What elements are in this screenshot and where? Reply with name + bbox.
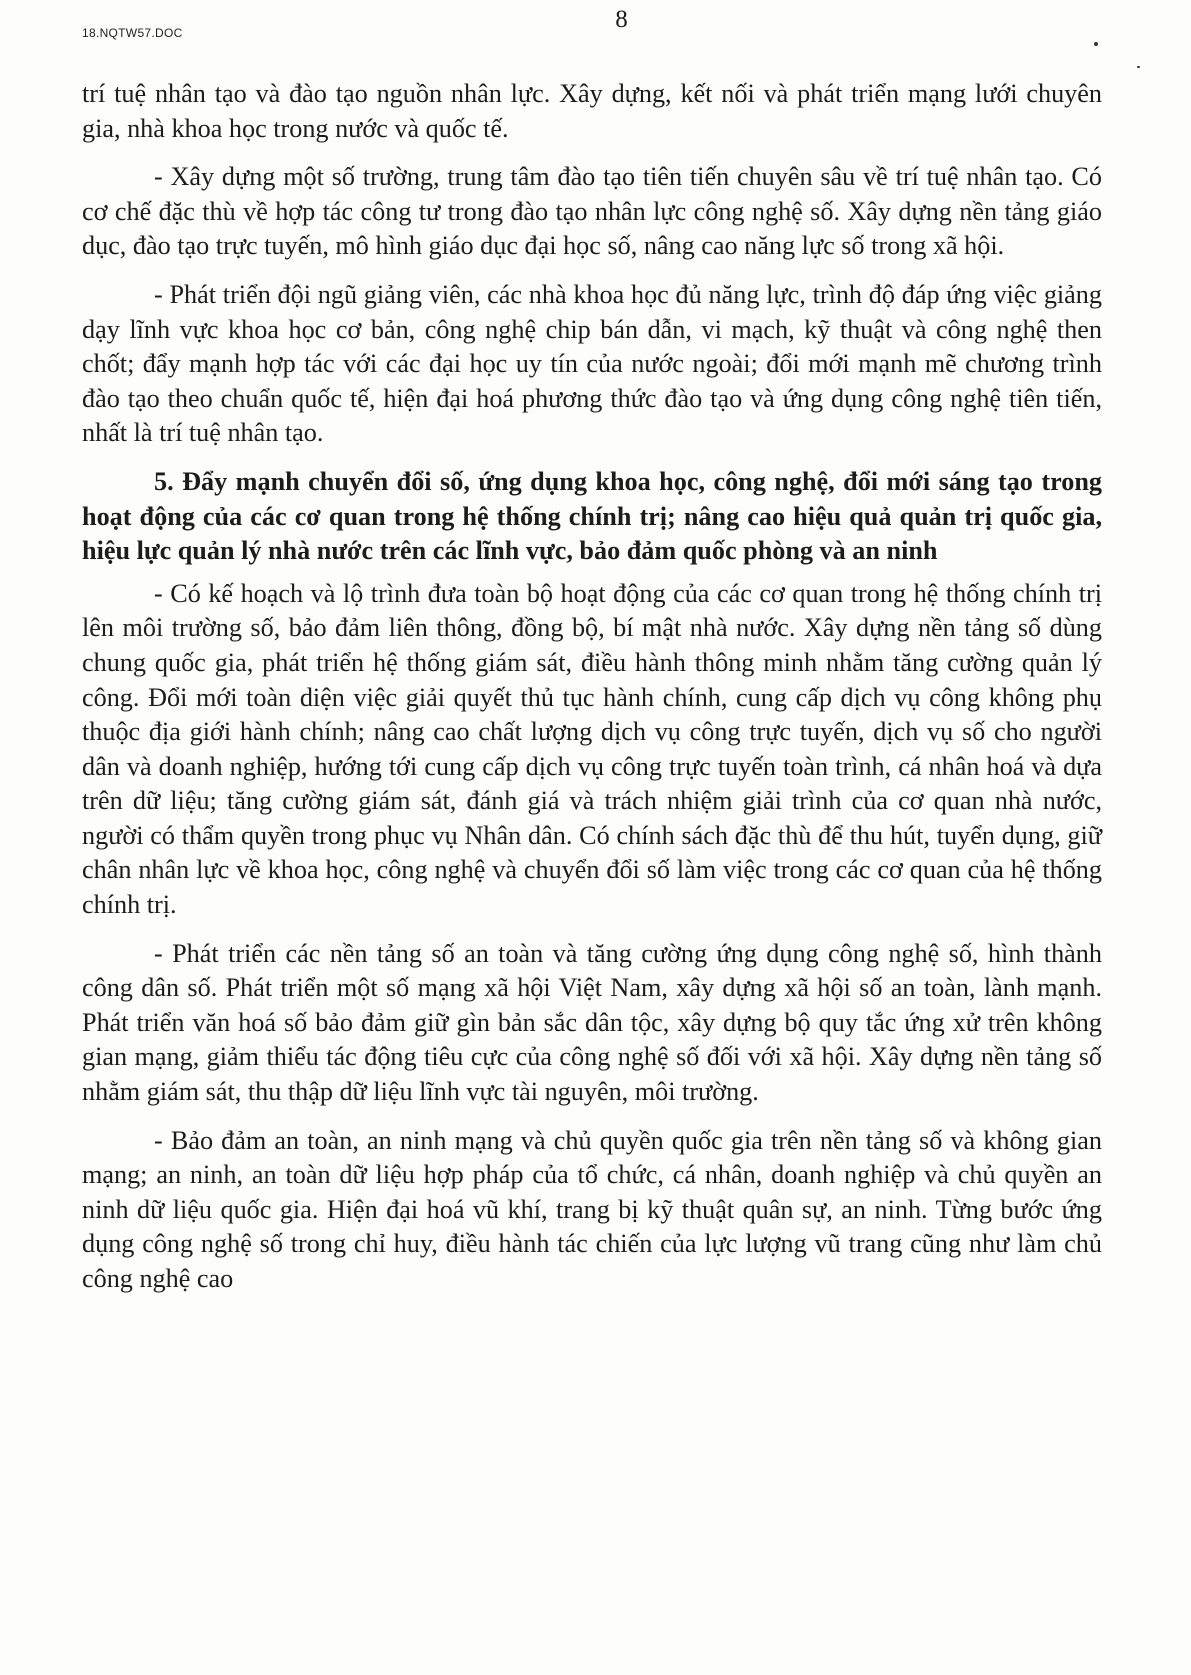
document-body <box>82 77 1102 1297</box>
section-heading-5: 5. Đẩy mạnh chuyển đổi số, ứng dụng khoa học, công nghệ, đổi mới sáng tạo trong hoạt động của các cơ quan trong hệ thống chính trị; nâng cao hiệu quả quản trị quốc gia, hiệu lực quản lý nhà nước trên các lĩnh vực, bảo đảm quốc phòng và an ninh <box>82 466 1102 566</box>
paragraph-digital-citizens: - Phát triển các nền tảng số an toàn và tăng cường ứng dụng công nghệ số, hình thành công dân số. Phát triển một số mạng xã hội Việt Nam, xây dựng xã hội số an toàn, lành mạnh. Phát triển văn hoá số bảo đảm giữ gìn bản sắc dân tộc, xây dựng bộ quy tắc ứng xử trên không gian mạng, giảm thiểu tác động tiêu cực của công nghệ số đối với xã hội. Xây dựng nền tảng số nhằm giám sát, thu thập dữ liệu lĩnh vực tài nguyên, môi trường. <box>82 938 1102 1107</box>
paragraph-lecturer-development: - Phát triển đội ngũ giảng viên, các nhà khoa học đủ năng lực, trình độ đáp ứng việc giảng dạy lĩnh vực khoa học cơ bản, công nghệ chip bán dẫn, vi mạch, kỹ thuật và công nghệ then chốt; đẩy mạnh hợp tác với các đại học uy tín của nước ngoài; đổi mới mạnh mẽ chương trình đào tạo theo chuẩn quốc tế, hiện đại hoá phương thức đào tạo và ứng dụng công nghệ tiên tiến, nhất là trí tuệ nhân tạo. <box>82 279 1102 448</box>
paragraph-digital-government: - Có kế hoạch và lộ trình đưa toàn bộ hoạt động của các cơ quan trong hệ thống chính trị lên môi trường số, bảo đảm liên thông, đồng bộ, bí mật nhà nước. Xây dựng nền tảng số dùng chung quốc gia, phát triển hệ thống giám sát, điều hành thông minh nhằm tăng cường quản lý công. Đổi mới toàn diện việc giải quyết thủ tục hành chính, cung cấp dịch vụ công không phụ thuộc địa giới hành chính; nâng cao chất lượng dịch vụ công trực tuyến, dịch vụ số cho người dân và doanh nghiệp, hướng tới cung cấp dịch vụ công trực tuyến toàn trình, cá nhân hoá và dựa trên dữ liệu; tăng cường giám sát, đánh giá và trách nhiệm giải trình của cơ quan nhà nước, người có thẩm quyền trong phục vụ Nhân dân. Có chính sách đặc thù để thu hút, tuyển dụng, giữ chân nhân lực về khoa học, công nghệ và chuyển đổi số làm việc trong các cơ quan của hệ thống chính trị. <box>82 578 1102 920</box>
paragraph-continuation: trí tuệ nhân tạo và đào tạo nguồn nhân lực. Xây dựng, kết nối và phát triển mạng lưới chuyên gia, nhà khoa học trong nước và quốc tế. <box>82 79 1102 143</box>
document-file-id: 18.NQTW57.DOC <box>82 26 183 40</box>
scan-speck <box>1094 42 1098 46</box>
scan-speck <box>1137 66 1140 68</box>
paragraph-cyber-security: - Bảo đảm an toàn, an ninh mạng và chủ quyền quốc gia trên nền tảng số và không gian mạng; an ninh, an toàn dữ liệu hợp pháp của tổ chức, cá nhân, doanh nghiệp và chủ quyền an ninh dữ liệu quốc gia. Hiện đại hoá vũ khí, trang bị kỹ thuật quân sự, an ninh. Từng bước ứng dụng công nghệ số trong chỉ huy, điều hành tác chiến của lực lượng vũ trang cũng như làm chủ công nghệ cao <box>82 1125 1102 1293</box>
page-number: 8 <box>615 6 628 33</box>
paragraph-ai-training-centers: - Xây dựng một số trường, trung tâm đào tạo tiên tiến chuyên sâu về trí tuệ nhân tạo. Có cơ chế đặc thù về hợp tác công tư trong đào tạo nhân lực công nghệ số. Xây dựng nền tảng giáo dục, đào tạo trực tuyến, mô hình giáo dục đại học số, nâng cao năng lực số trong xã hội. <box>82 162 1102 261</box>
